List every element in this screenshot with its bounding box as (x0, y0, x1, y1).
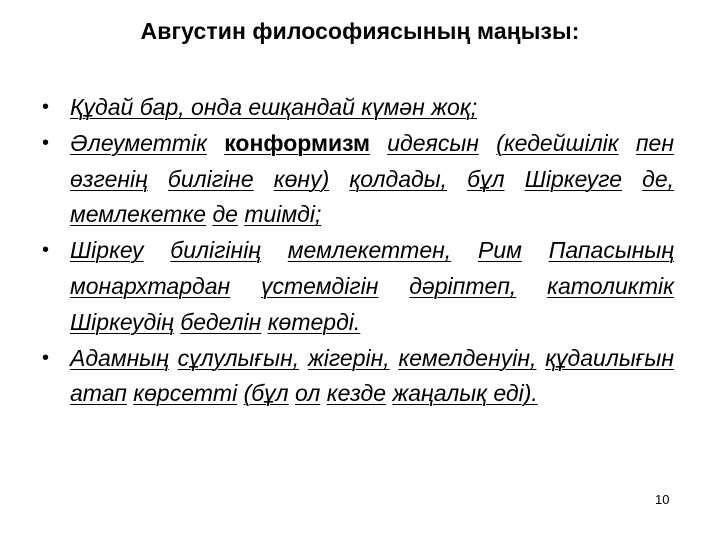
underlined-word: католиктік (547, 272, 674, 299)
underlined-word: пен (635, 129, 674, 156)
underlined-word: Адамның (70, 344, 169, 371)
underlined-word: кемелденуін, (398, 344, 537, 371)
underlined-word: сұлулығын, (177, 344, 300, 371)
underlined-word: беделін (180, 308, 262, 335)
underlined-word: атап (70, 380, 127, 407)
underlined-word: Құдай бар, онда ешқандай күмән жоқ; (70, 94, 478, 120)
bullet-item (38, 233, 674, 340)
underlined-word: билігінің (170, 237, 261, 264)
bold-underlined-word: конформизм (224, 129, 371, 156)
underlined-word: мемлекетке (70, 201, 207, 228)
underlined-word: үстемдігін (261, 272, 379, 299)
underlined-word: де, (642, 165, 675, 192)
underlined-word: құдаилығын (545, 344, 675, 371)
underlined-word: қолдады, (349, 165, 448, 192)
underlined-word: көрсетті (133, 380, 238, 407)
bullet-dot: • (42, 346, 50, 369)
bullet-item (38, 126, 674, 233)
underlined-word: Шіркеу (70, 237, 144, 264)
bullet-dot: • (42, 239, 50, 262)
underlined-word: Шіркеудің (70, 308, 174, 335)
underlined-word: көтерді. (267, 308, 361, 335)
bullet-item (38, 341, 674, 413)
underlined-word: дәріптеп, (409, 272, 517, 299)
underlined-word: билігіне (167, 165, 254, 192)
underlined-word: өзгенің (70, 165, 148, 192)
underlined-word: ол (295, 380, 321, 407)
underlined-word: тиімді; (244, 201, 322, 228)
bullet-dot: • (42, 96, 50, 118)
underlined-word: Шіркеуге (524, 165, 623, 192)
underlined-word: көну) (273, 165, 330, 192)
underlined-word: кезде (326, 380, 387, 407)
underlined-word: монархтардан (70, 272, 231, 299)
underlined-word: (бұл (243, 380, 289, 407)
underlined-word: Әлеуметтік (70, 129, 207, 156)
bullet-item (38, 90, 674, 126)
underlined-word: бұл (467, 165, 505, 192)
page-number: 10 (655, 492, 670, 507)
slide-title: Августин философиясының маңызы: (140, 18, 580, 44)
underlined-word: Рим (477, 237, 522, 264)
underlined-word: Папасының (548, 237, 675, 264)
underlined-word: идеясын (387, 129, 479, 156)
bullet-dot: • (42, 131, 50, 154)
underlined-word: де (212, 201, 238, 228)
underlined-word: мемлекеттен, (287, 237, 452, 264)
bullet-list (38, 90, 674, 412)
underlined-word: жаңалық еді). (392, 380, 538, 407)
underlined-word: жігерін, (307, 344, 390, 371)
underlined-word: (кедейшілік (496, 129, 619, 156)
